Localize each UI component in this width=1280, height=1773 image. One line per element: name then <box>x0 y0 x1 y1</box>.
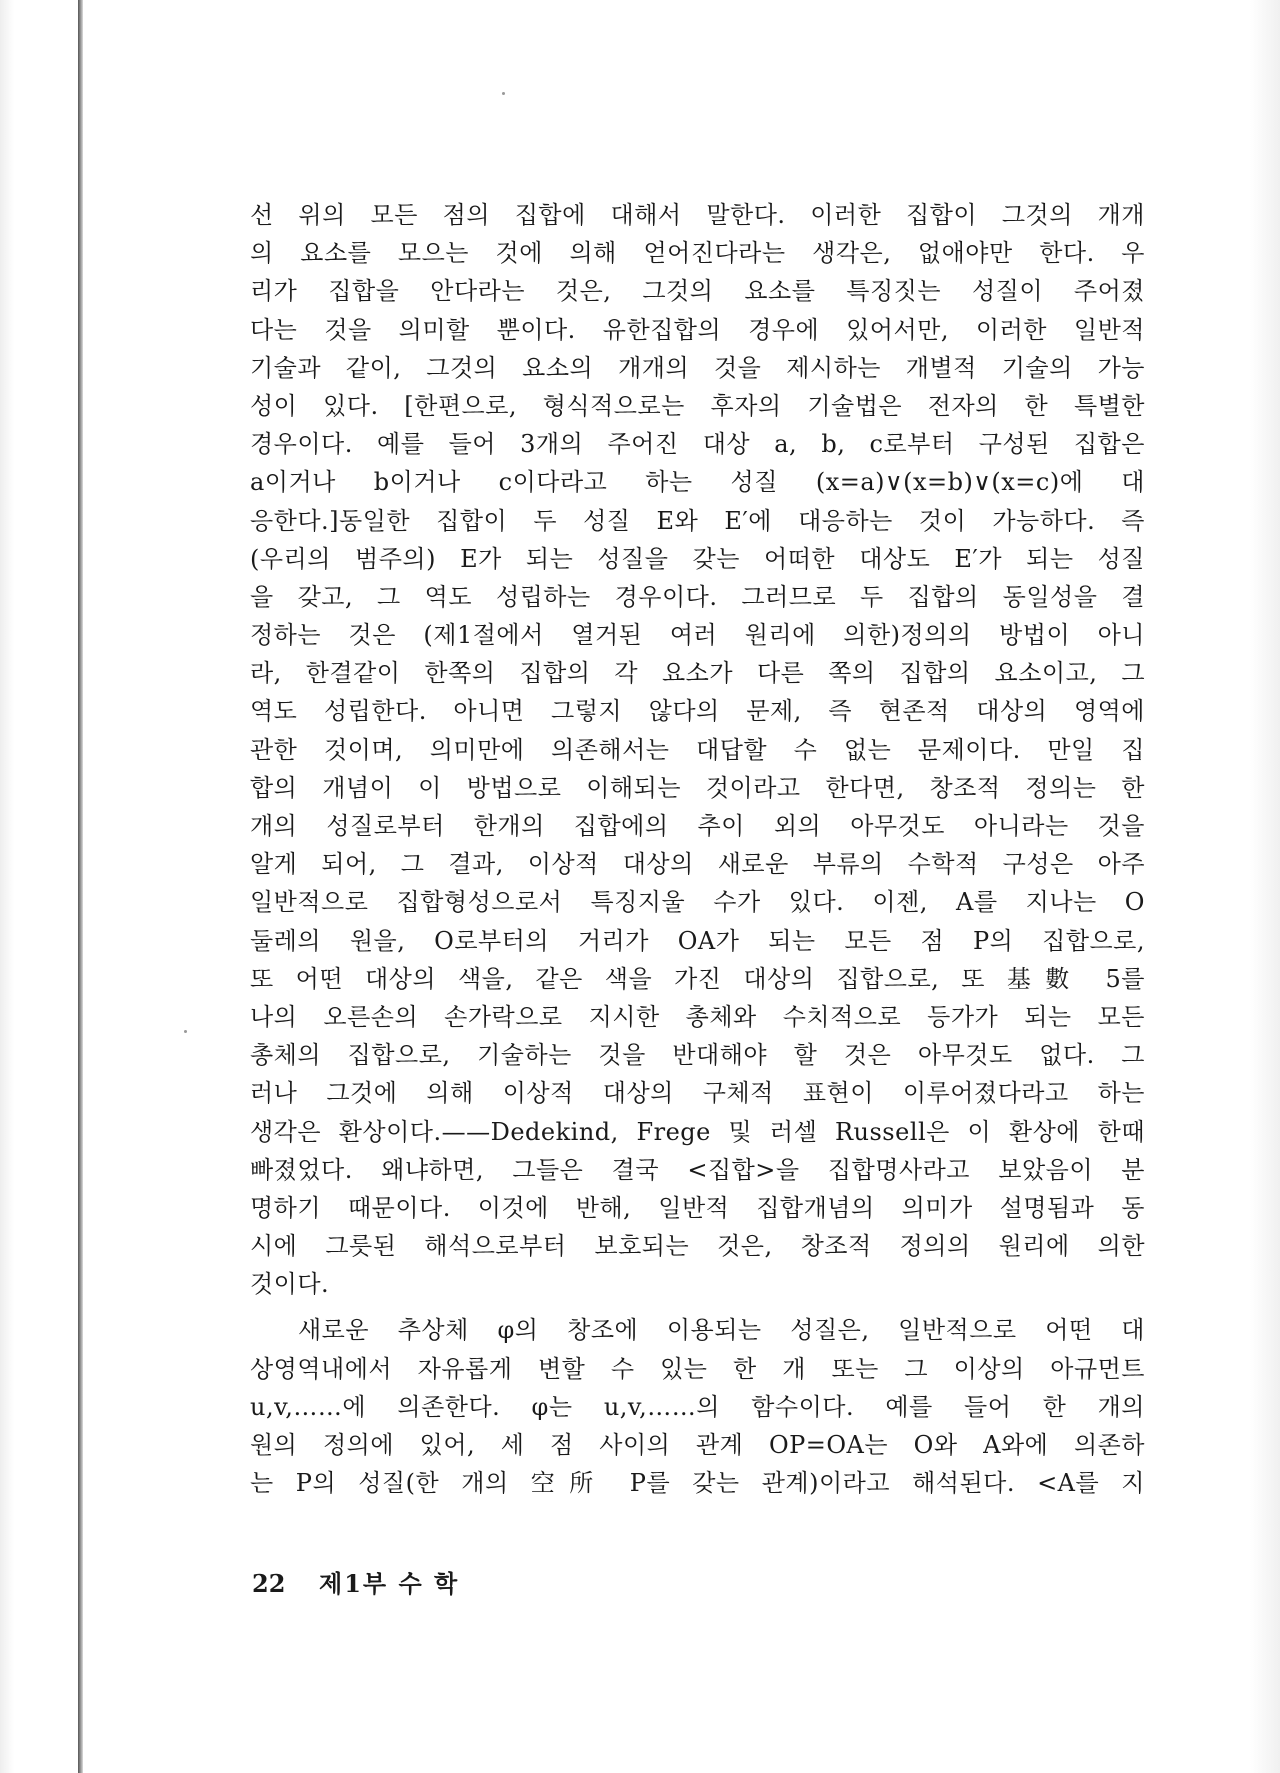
text-line: 선 위의 모든 점의 집합에 대해서 말한다. 이러한 집합이 그것의 개개 <box>250 201 1145 229</box>
text-line: 일반적으로 집합형성으로서 특징지울 수가 있다. 이젠, A를 지나는 O <box>250 888 1145 917</box>
text-line: 역도 성립한다. 아니면 그렇지 않다의 문제, 즉 현존적 대상의 영역에 <box>250 697 1145 726</box>
body-text <box>250 196 1145 1502</box>
text-line: 을 갖고, 그 역도 성립하는 경우이다. 그러므로 두 집합의 동일성을 결 <box>250 582 1145 611</box>
text-line: 다는 것을 의미할 뿐이다. 유한집합의 경우에 있어서만, 이러한 일반적 <box>250 315 1145 344</box>
text-line: 러나 그것에 의해 이상적 대상의 구체적 표현이 이루어졌다라고 하는 <box>250 1079 1145 1108</box>
text-line: 상영역내에서 자유롭게 변할 수 있는 한 개 또는 그 이상의 아규먼트 <box>250 1354 1145 1383</box>
text-line: 는 P의 성질(한 개의 空所 P를 갖는 관계)이라고 해석된다. <A를 지 <box>250 1469 1145 1498</box>
paragraph-2 <box>250 1311 1145 1502</box>
text-line: 또 어떤 대상의 색을, 같은 색을 가진 대상의 집합으로, 또 基數 5를 <box>250 964 1145 993</box>
text-line: 라, 한결같이 한쪽의 집합의 각 요소가 다른 쪽의 집합의 요소이고, 그 <box>250 659 1145 688</box>
text-line: 명하기 때문이다. 이것에 반해, 일반적 집합개념의 의미가 설명됨과 동 <box>250 1193 1145 1222</box>
text-line: 빠졌었다. 왜냐하면, 그들은 결국 <집합>을 집합명사라고 보았음이 분 <box>250 1155 1145 1184</box>
text-line: 기술과 같이, 그것의 요소의 개개의 것을 제시하는 개별적 기술의 가능 <box>250 353 1145 382</box>
text-line: 시에 그릇된 해석으로부터 보호되는 것은, 창조적 정의의 원리에 의한 <box>250 1232 1145 1261</box>
text-line: 리가 집합을 안다라는 것은, 그것의 요소를 특징짓는 성질이 주어졌 <box>250 277 1145 306</box>
paragraph-gap <box>250 1303 1145 1311</box>
text-line: 나의 오른손의 손가락으로 지시한 총체와 수치적으로 등가가 되는 모든 <box>250 1002 1145 1031</box>
scan-speck <box>184 1030 187 1033</box>
text-line: 응한다.]동일한 집합이 두 성질 E와 E′에 대응하는 것이 가능하다. 즉 <box>250 506 1145 535</box>
text-line: 총체의 집합으로, 기술하는 것을 반대해야 할 것은 아무것도 없다. 그 <box>250 1041 1145 1070</box>
text-line: (우리의 범주의) E가 되는 성질을 갖는 어떠한 대상도 E′가 되는 성질 <box>250 544 1145 573</box>
paragraph-1 <box>250 196 1145 1303</box>
text-line: 개의 성질로부터 한개의 집합에의 추이 외의 아무것도 아니라는 것을 <box>250 812 1145 840</box>
text-line: 알게 되어, 그 결과, 이상적 대상의 새로운 부류의 수학적 구성은 아주 <box>250 850 1145 879</box>
text-line: 의 요소를 모으는 것에 의해 얻어진다라는 생각은, 없애야만 한다. 우 <box>250 239 1145 268</box>
text-line: 합의 개념이 이 방법으로 이해되는 것이라고 한다면, 창조적 정의는 한 <box>250 773 1145 802</box>
text-line: 생각은 환상이다.——Dedekind, Frege 및 러셀 Russell은 이 환상에 한때 <box>250 1117 1145 1146</box>
text-line: 성이 있다. [한편으로, 형식적으로는 후자의 기술법은 전자의 한 특별한 <box>250 391 1145 420</box>
scan-speck <box>502 92 505 95</box>
text-line: 것이다. <box>250 1270 330 1299</box>
text-line: 경우이다. 예를 들어 3개의 주어진 대상 a, b, c로부터 구성된 집합은 <box>250 430 1145 459</box>
page-number: 22 <box>252 1569 286 1598</box>
text-line: 관한 것이며, 의미만에 의존해서는 대답할 수 없는 문제이다. 만일 집 <box>250 735 1145 764</box>
text-line: 원의 정의에 있어, 세 점 사이의 관계 OP=OA는 O와 A와에 의존하 <box>250 1431 1145 1459</box>
text-line: u,v,……에 의존한다. φ는 u,v,……의 함수이다. 예를 들어 한 개의 <box>250 1392 1145 1421</box>
text-line: 새로운 추상체 φ의 창조에 이용되는 성질은, 일반적으로 어떤 대 <box>298 1316 1145 1345</box>
page-footer <box>252 1564 459 1599</box>
text-line: 둘레의 원을, O로부터의 거리가 OA가 되는 모든 점 P의 집합으로, <box>250 926 1145 955</box>
text-line: a이거나 b이거나 c이다라고 하는 성질 (x=a)∨(x=b)∨(x=c)에 대 <box>250 468 1145 497</box>
book-spine-edge <box>78 0 83 1773</box>
section-title: 제1부 수 학 <box>319 1569 460 1598</box>
text-line: 정하는 것은 (제1절에서 열거된 여러 원리에 의한)정의의 방법이 아니 <box>250 621 1145 650</box>
